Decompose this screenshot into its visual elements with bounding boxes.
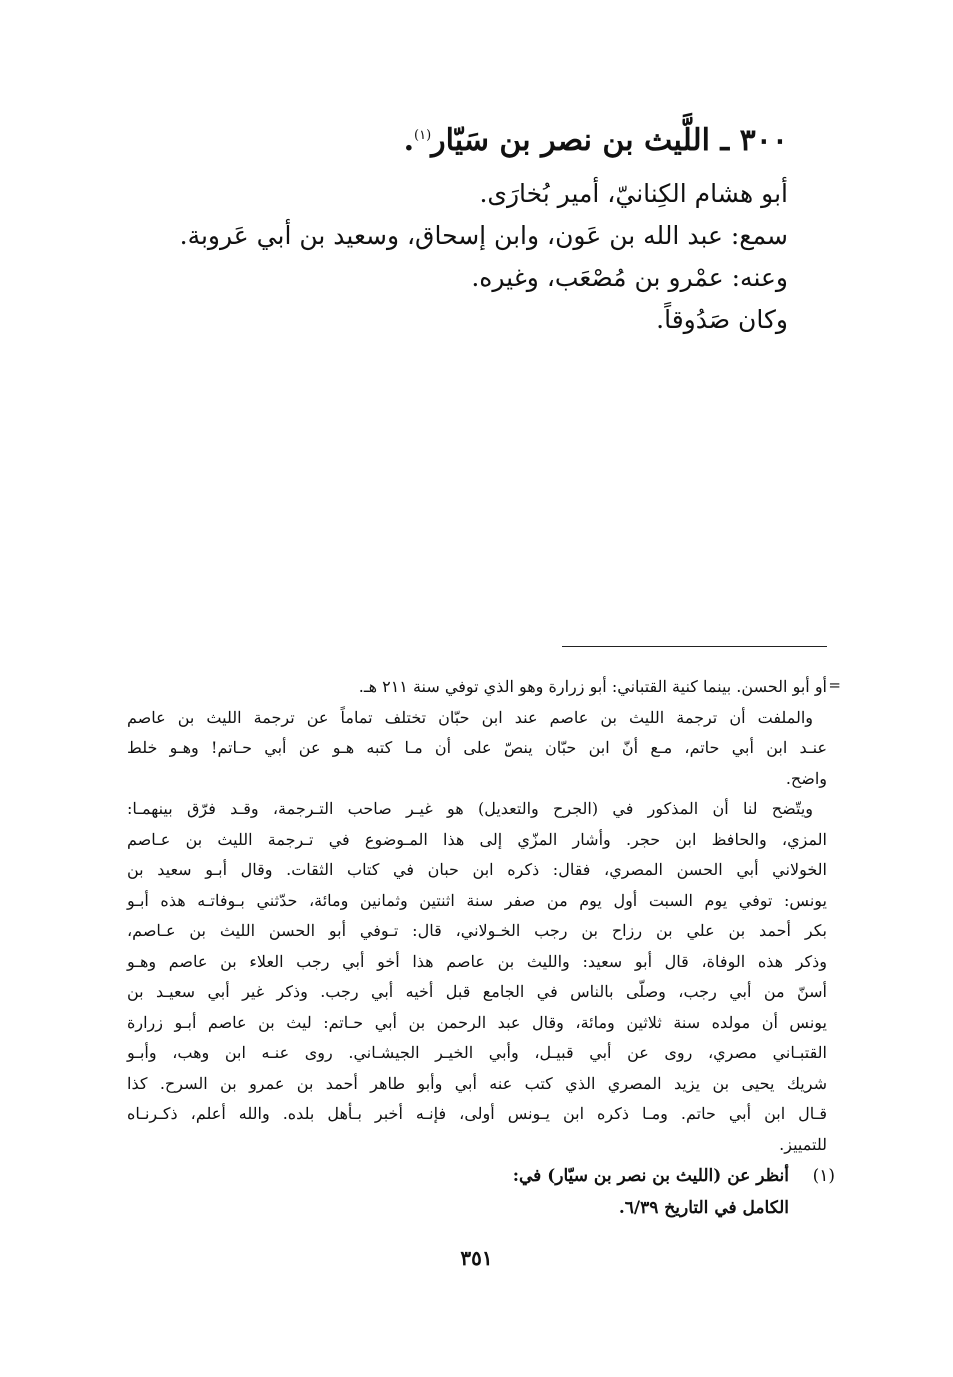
footnote-number: (١)	[812, 1166, 835, 1186]
page-number: ٣٥١	[460, 1246, 493, 1270]
note-line: واضح.	[785, 768, 827, 788]
footnote-separator	[562, 646, 827, 647]
note-line: أو أبو الحسن. بينما كنية القتباني: أبو زرارة وهو الذي توفي سنة ٢١١ هـ.	[358, 677, 827, 696]
entry-title	[148, 112, 788, 165]
footnote-1	[135, 1160, 835, 1224]
biography-entry	[148, 112, 788, 341]
continuation-marker: =	[828, 676, 841, 694]
footnote-text	[135, 1160, 789, 1224]
entry-line-students: وعنه: عمْرو بن مُصْعَب، وغيره.	[471, 263, 788, 292]
note-line: المزي، والحافظ ابن حجر. وأشار المزّي إلى هذا المـوضوع في تـرجمة الليث بن عـاصم	[127, 829, 828, 849]
footnote-line: أنظر عن (الليث بن نصر بن سيّار) في:	[512, 1166, 789, 1186]
note-line: يونس أن مولده سنة ثلاثين ومائة، وقال عبد الرحمن بن أبي حـاتم: ليث بن عاصم أبـو زرارة	[127, 1012, 827, 1032]
note-line: وذكر هذه الوفاة، قال أبو سعيد: والليث بن عاصم هذا أخو أبي رجب العلاء بن عاصم وهـو	[127, 951, 827, 971]
note-line: بكر أحمد بن علي بن رزاح بن رجب الخـولاني، قال: تـوفي أبو الحسن الليث بن عـاصم،	[127, 921, 827, 940]
note-line: الخولاني أبي الحسن المصري، فقال: ذكره ابن حبان في كتاب الثقات. وقال أبـو سعيد بن	[127, 860, 827, 879]
note-line: يونس: توفي يوم السبت أول يوم من صفر سنة اثنتين وثمانين ومائة، حدّثني بـوفاتـه هذه أبـو	[127, 890, 827, 910]
entry-line-kunya: أبو هشام الكِنانيّ، أمير بُخارَى.	[479, 179, 788, 208]
note-line: للتمييز.	[779, 1134, 827, 1154]
entry-title-end: .	[403, 123, 415, 158]
note-line: عنـد ابن أبي حاتم، مـع أنّ ابن حبّان ينصّ على أن مـا كتبه هـو عن أبي حـاتم! وهـو خلط	[127, 738, 827, 757]
footnote-line: الكامل في التاريخ ٦/٣٩.	[618, 1198, 789, 1218]
footnote-reference: (١)	[414, 128, 432, 143]
note-line: والملفت أن ترجمة الليث بن عاصم عند ابن حبّان تختلف تماماً عن ترجمة الليث بن عاصم	[127, 707, 813, 727]
note-line: شريك يحيى بن يزيد المصري الذي كتب عنه أبي وأبو طاهر أحمد بن عمرو بن السرح. كذا	[127, 1073, 827, 1093]
note-line: القتبـاني مصري، روى عن أبي قبيـل، وأبي الخيـر الجيشـاني. روى عنـه ابن وهب، وأبـو	[127, 1043, 827, 1062]
note-line: ويتّضح لنا أن المذكور في (الجرح والتعديل) هو غيـر صاحب التـرجمة، وقـد فرّق بينهمـا:	[127, 799, 813, 818]
entry-title-text: ٣٠٠ ـ اللَّيث بن نصر بن سَيّار	[431, 123, 788, 158]
footnote-continuation	[127, 672, 827, 1160]
entry-line-teachers: سمع: عبد الله بن عَون، وابن إسحاق، وسعيد بن أبي عَروبة.	[179, 221, 788, 250]
note-line: أسنّ من أبي رجب، وصلّى بالناس في الجامع قبل أخيه أبي رجب. وذكر غير أبي سعيـد بن	[127, 982, 827, 1001]
entry-line-assessment: وكان صَدُوقاً.	[656, 305, 788, 334]
note-line: قـال ابن أبي حاتم. ومـا ذكره ابن يـونس أولى، فإنـه أخبر بـأهل بلده. والله أعلم، ذكـرنـاه	[127, 1104, 828, 1123]
